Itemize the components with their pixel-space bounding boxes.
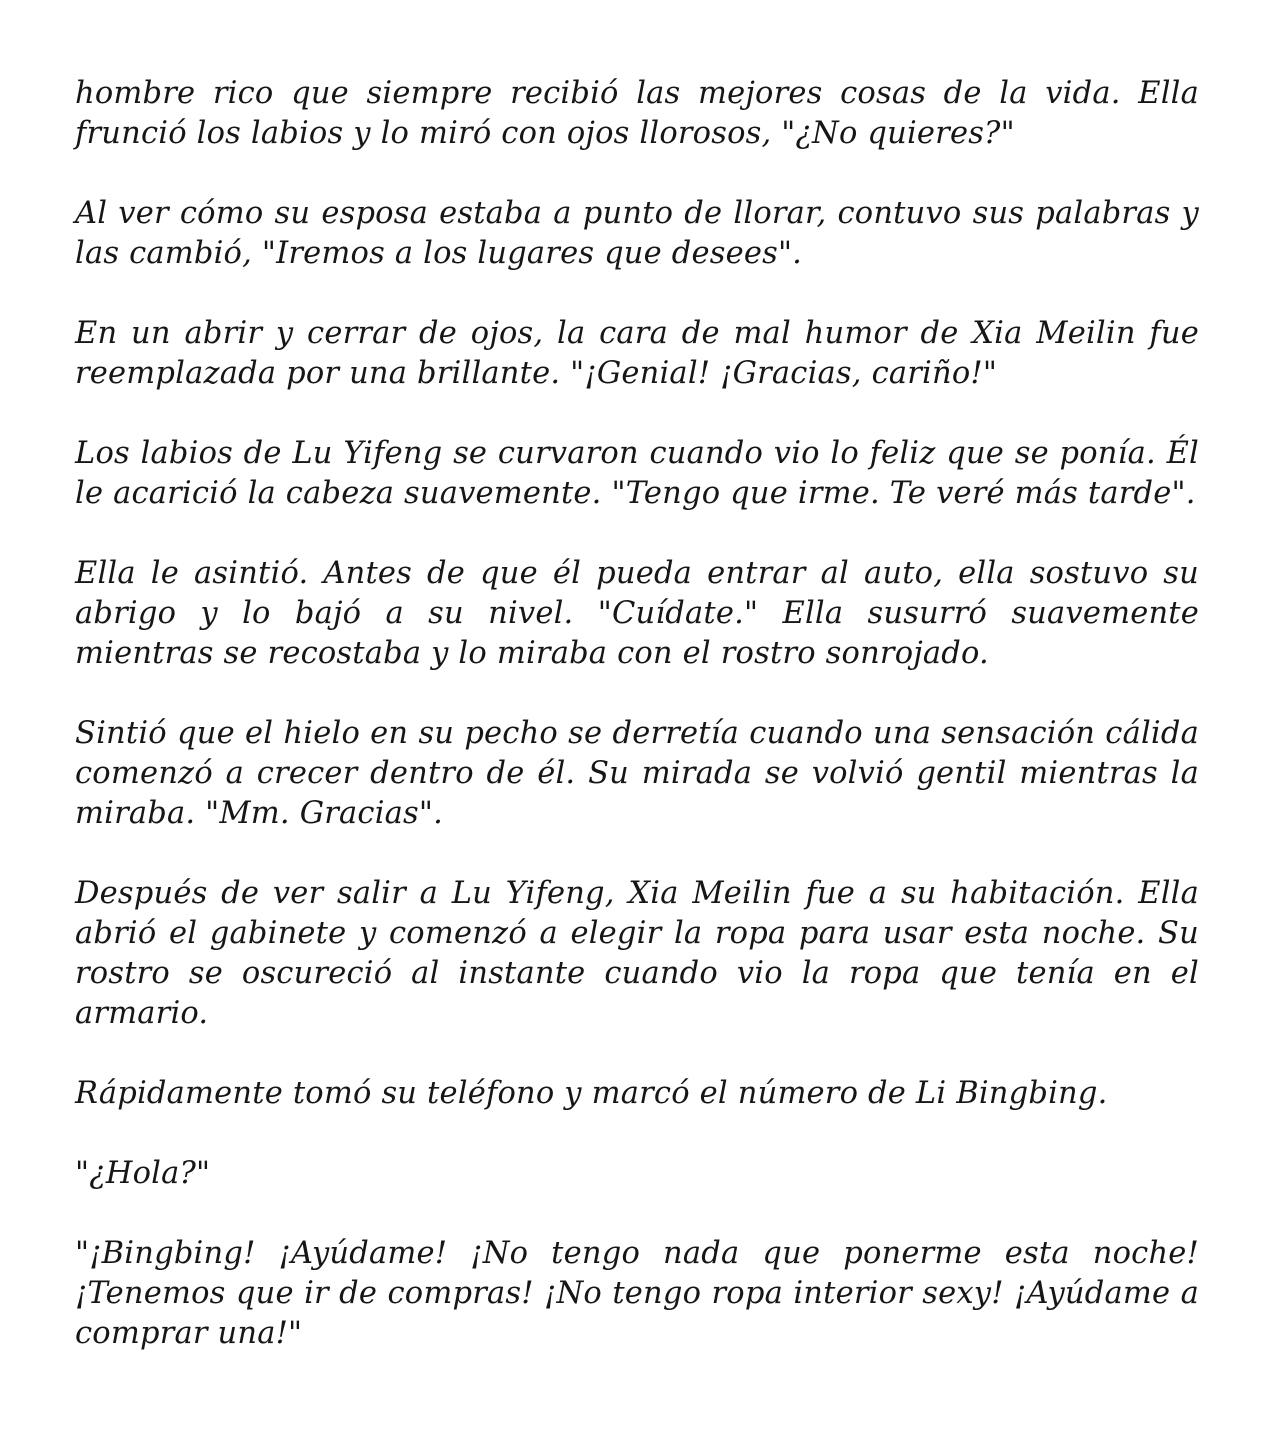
paragraph-3: En un abrir y cerrar de ojos, la cara de mal humor de Xia Meilin fue reemplazada por una brillante. "¡Genial! ¡Gracias, cariño!"	[75, 316, 1199, 391]
paragraph-1: hombre rico que siempre recibió las mejores cosas de la vida. Ella frunció los labios y lo miró con ojos llorosos, "¿No quieres?"	[75, 76, 1199, 151]
paragraph-5: Ella le asintió. Antes de que él pueda entrar al auto, ella sostuvo su abrigo y lo bajó a su nivel. "Cuídate." Ella susurró suavemente mientras se recostaba y lo miraba con el rostro sonrojado.	[75, 556, 1199, 671]
paragraph-8: Rápidamente tomó su teléfono y marcó el número de Li Bingbing.	[75, 1076, 1108, 1111]
paragraph-7: Después de ver salir a Lu Yifeng, Xia Meilin fue a su habitación. Ella abrió el gabinete y comenzó a elegir la ropa para usar esta noche. Su rostro se oscureció al instante cuando vio la ropa que tenía en el armario.	[75, 876, 1199, 1031]
paragraph-9: "¿Hola?"	[75, 1156, 211, 1191]
paragraph-4: Los labios de Lu Yifeng se curvaron cuando vio lo feliz que se ponía. Él le acarició la cabeza suavemente. "Tengo que irme. Te veré más tarde".	[75, 436, 1199, 511]
paragraph-10: "¡Bingbing! ¡Ayúdame! ¡No tengo nada que ponerme esta noche! ¡Tenemos que ir de compras! ¡No tengo ropa interior sexy! ¡Ayúdame a comprar una!"	[75, 1236, 1199, 1351]
paragraph-2: Al ver cómo su esposa estaba a punto de llorar, contuvo sus palabras y las cambió, "Iremos a los lugares que desees".	[75, 196, 1199, 271]
document-page	[75, 74, 1199, 1394]
paragraph-6: Sintió que el hielo en su pecho se derretía cuando una sensación cálida comenzó a crecer dentro de él. Su mirada se volvió gentil mientras la miraba. "Mm. Gracias".	[75, 716, 1199, 831]
